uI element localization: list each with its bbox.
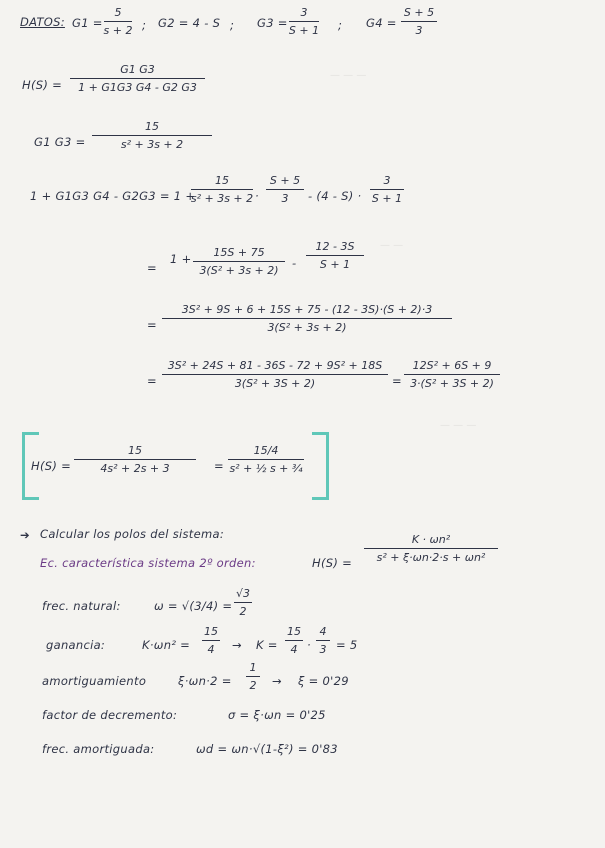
natural-freq-res-den: 2: [239, 605, 247, 618]
damped-freq-expr: ωd = ωn·√(1-ξ²) = 0'83: [196, 742, 338, 756]
g1-fraction: [104, 6, 132, 37]
g3-fraction: [289, 6, 319, 37]
den-exp-f1-den: s² + 3s + 2: [190, 192, 254, 205]
result-normalized-num: 15/4: [253, 444, 279, 457]
result-box-right-bracket: [312, 432, 329, 500]
step2-num: 3S² + 9S + 6 + 15S + 75 - (12 - 3S)·(S + 2)·3: [181, 303, 433, 316]
step3-fraction: [162, 359, 388, 390]
g1-den: s + 2: [103, 24, 133, 37]
damping-expr-1: ξ·ωn·2 =: [178, 674, 232, 688]
g4-den: 3: [415, 24, 423, 37]
h-def-num: G1 G3: [120, 63, 155, 76]
step1-f1-den: 3(S² + 3s + 2): [199, 264, 279, 277]
den-exp-fraction-1: [191, 174, 253, 205]
gain-expr-2: K =: [256, 638, 278, 652]
result-normalized-den: s² + ½ s + ¾: [229, 462, 303, 475]
step3-num: 3S² + 24S + 81 - 36S - 72 + 9S² + 18S: [167, 359, 383, 372]
g3-lhs: G3 =: [257, 16, 288, 30]
arrow-icon: ➔: [20, 528, 30, 542]
result-num: 15: [128, 444, 142, 457]
char-eq-den: s² + ξ·ωn·2·s + ωn²: [376, 551, 486, 564]
den-exp-f3-num: 3: [383, 174, 391, 187]
den-exp-fraction-3: [370, 174, 404, 205]
g1g3-fraction: [92, 120, 212, 151]
bleed-through-mark: — —: [380, 240, 404, 251]
damping-f-num: 1: [249, 661, 257, 674]
gain-f2-den: 4: [290, 643, 298, 656]
g1-lhs: G1 =: [72, 16, 103, 30]
gain-fraction-3: [316, 625, 330, 656]
g4-num: S + 5: [403, 6, 435, 19]
separator: ;: [142, 18, 147, 32]
step3-result-fraction: [404, 359, 500, 390]
g4-lhs: G4 =: [366, 16, 397, 30]
step1-fraction-1: [193, 246, 285, 277]
damping-arrow: →: [272, 674, 282, 688]
decrement-expr: σ = ξ·ωn = 0'25: [228, 708, 326, 722]
step2-fraction: [162, 303, 452, 334]
step1-prefix: 1 +: [170, 252, 192, 266]
g3-den: S + 1: [288, 24, 320, 37]
g2-definition: G2 = 4 - S: [158, 16, 221, 30]
g1-num: 5: [114, 6, 122, 19]
datos-label: DATOS:: [20, 15, 65, 29]
separator: ;: [338, 18, 343, 32]
result-normalized-fraction: [228, 444, 304, 475]
gain-fraction-2: [285, 625, 303, 656]
step1-f1-num: 15S + 75: [213, 246, 265, 259]
den-exp-f1-num: 15: [215, 174, 229, 187]
gain-fraction-1: [202, 625, 220, 656]
g1g3-num: 15: [145, 120, 159, 133]
damping-fraction: [246, 661, 260, 692]
natural-freq-result: [234, 587, 252, 618]
equals-sign: =: [392, 374, 402, 388]
gain-result: = 5: [336, 638, 358, 652]
damping-label: amortiguamiento: [42, 674, 147, 688]
damping-f-den: 2: [249, 679, 257, 692]
step1-f2-num: 12 - 3S: [315, 240, 355, 253]
h-def-fraction: [70, 63, 205, 94]
step3-den: 3(S² + 3S + 2): [234, 377, 316, 390]
dot-operator: ·: [255, 189, 259, 203]
damped-freq-label: frec. amortiguada:: [42, 742, 155, 756]
char-eq-label: Ec. característica sistema 2º orden:: [40, 556, 256, 570]
gain-expr-1: K·ωn² =: [142, 638, 191, 652]
den-exp-tail: - (4 - S) ·: [308, 189, 362, 203]
result-fraction: [74, 444, 196, 475]
gain-f1-num: 15: [204, 625, 218, 638]
bleed-through-mark: — — —: [330, 70, 367, 81]
gain-label: ganancia:: [46, 638, 106, 652]
den-exp-f2-den: 3: [281, 192, 289, 205]
natural-freq-res-num: √3: [235, 587, 250, 600]
step2-den: 3(S² + 3s + 2): [267, 321, 347, 334]
result-den: 4s² + 2s + 3: [100, 462, 170, 475]
den-exp-fraction-2: [266, 174, 304, 205]
equals-sign: =: [147, 374, 157, 388]
equals-sign: =: [147, 318, 157, 332]
step1-f2-den: S + 1: [319, 258, 351, 271]
char-eq-lhs: H(S) =: [312, 556, 353, 570]
gain-f1-den: 4: [207, 643, 215, 656]
dot-operator: ·: [307, 638, 311, 652]
g3-num: 3: [300, 6, 308, 19]
minus-sign: -: [292, 256, 297, 270]
decrement-label: factor de decremento:: [42, 708, 178, 722]
equals-sign: =: [147, 261, 157, 275]
natural-freq-label: frec. natural:: [42, 599, 121, 613]
section-title: Calcular los polos del sistema:: [40, 527, 225, 541]
g1g3-den: s² + 3s + 2: [120, 138, 184, 151]
result-lhs: H(S) =: [31, 459, 72, 473]
h-def-den: 1 + G1G3 G4 - G2 G3: [78, 81, 197, 94]
den-exp-f2-num: S + 5: [269, 174, 301, 187]
step1-fraction-2: [306, 240, 364, 271]
natural-freq-expr: ω = √(3/4) =: [154, 599, 233, 613]
den-expansion-lhs: 1 + G1G3 G4 - G2G3 = 1 +: [30, 189, 196, 203]
separator: ;: [230, 18, 235, 32]
step3-result-num: 12S² + 6S + 9: [412, 359, 492, 372]
gain-arrow: →: [232, 638, 242, 652]
gain-f2-num: 15: [287, 625, 301, 638]
damping-result: ξ = 0'29: [298, 674, 349, 688]
den-exp-f3-den: S + 1: [371, 192, 403, 205]
gain-f3-den: 3: [319, 643, 327, 656]
gain-f3-num: 4: [319, 625, 327, 638]
h-def-lhs: H(S) =: [22, 78, 63, 92]
g4-fraction: [401, 6, 437, 37]
g1g3-lhs: G1 G3 =: [34, 135, 86, 149]
bleed-through-mark: — — —: [440, 420, 477, 431]
char-eq-num: K · ωn²: [411, 533, 451, 546]
char-eq-fraction: [364, 533, 498, 564]
equals-sign: =: [214, 459, 224, 473]
step3-result-den: 3·(S² + 3S + 2): [410, 377, 494, 390]
